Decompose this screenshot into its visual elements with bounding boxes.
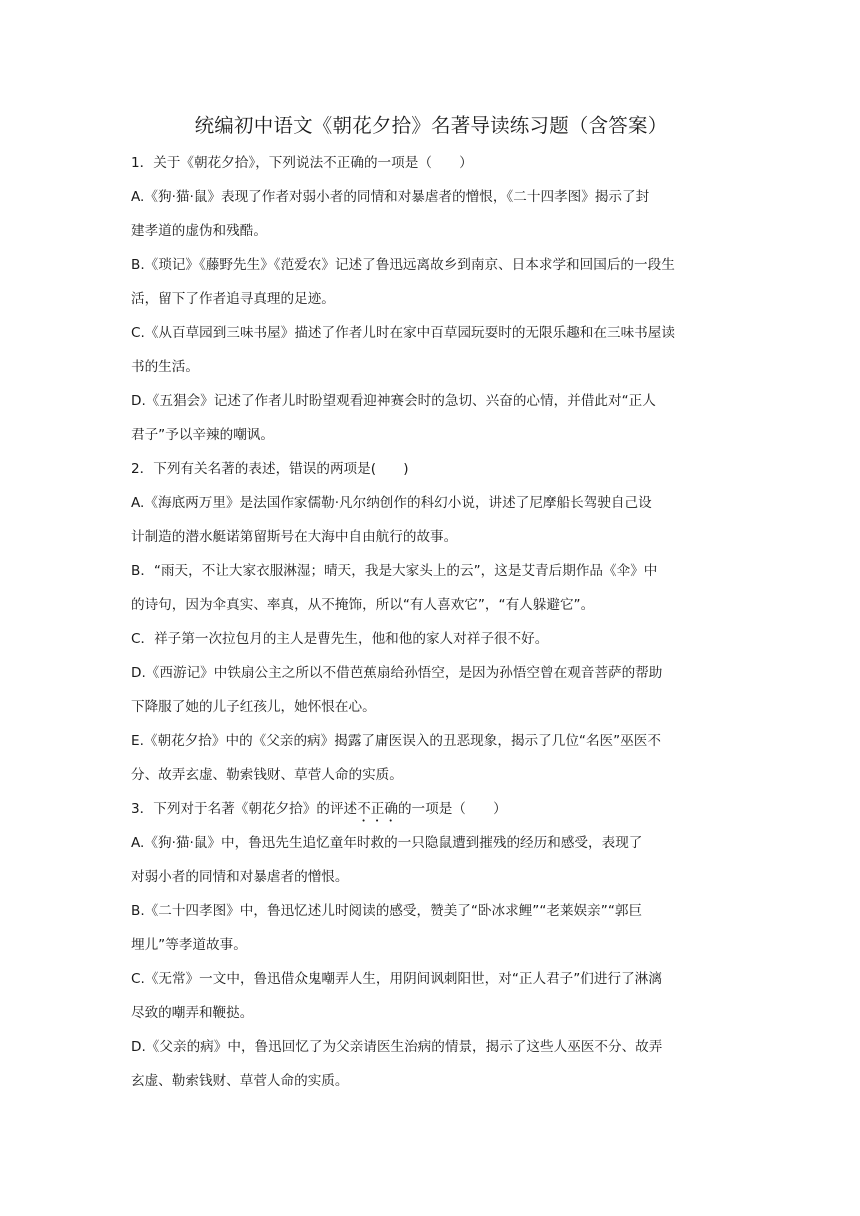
question-3-emphasis-not-correct: 不正确 (357, 801, 398, 817)
question-3-stem-start: 3．下列对于名著《朝花夕拾》的评述 (131, 801, 358, 817)
question-1-stem: 1．关于《朝花夕拾》，下列说法不正确的一项是（ ） (131, 155, 473, 171)
question-1-option-a: A.《狗·猫·鼠》表现了作者对弱小者的同情和对暴虐者的憎恨，《二十四孝图》揭示了封 (131, 189, 650, 205)
question-1-option-b: B.《琐记》《藤野先生》《范爱农》记述了鲁迅远离故乡到南京、日本求学和回国后的一段生 (131, 257, 675, 273)
question-2-option-c: C．祥子第一次拉包月的主人是曹先生，他和他的家人对祥子很不好。 (131, 631, 549, 647)
question-1-option-c: C.《从百草园到三味书屋》描述了作者儿时在家中百草园玩耍时的无限乐趣和在三味书屋读 (131, 325, 675, 341)
question-2-option-a: A.《海底两万里》是法国作家儒勒·凡尔纳创作的科幻小说，讲述了尼摩船长驾驶自己设 (131, 495, 652, 511)
question-1 (131, 146, 731, 452)
question-2-option-a-cont: 计制造的潜水艇诺第留斯号在大海中自由航行的故事。 (131, 529, 458, 545)
question-3-option-d: D.《父亲的病》中，鲁迅回忆了为父亲请医生治病的情景，揭示了这些人巫医不分、故弄 (131, 1039, 663, 1055)
question-2-option-e-cont: 分、故弄玄虚、勒索钱财、草菅人命的实质。 (131, 767, 403, 783)
question-3-stem-end: 的一项是（ ） (397, 801, 507, 817)
question-1-option-a-cont: 建孝道的虚伪和残酷。 (131, 223, 267, 239)
question-3-option-a: A.《狗·猫·鼠》中，鲁迅先生追忆童年时救的一只隐鼠遭到摧残的经历和感受，表现了 (131, 835, 643, 851)
worksheet-page (131, 110, 731, 1098)
question-1-option-d: D.《五猖会》记述了作者儿时盼望观看迎神赛会时的急切、兴奋的心情，并借此对“正人 (131, 393, 656, 409)
question-2-option-b-cont: 的诗句，因为伞真实、率真，从不掩饰，所以“有人喜欢它”，“有人躲避它”。 (131, 597, 595, 613)
question-1-option-d-cont: 君子”予以辛辣的嘲讽。 (131, 427, 274, 443)
question-2-option-d: D.《西游记》中铁扇公主之所以不借芭蕉扇给孙悟空，是因为孙悟空曾在观音菩萨的帮助 (131, 665, 663, 681)
question-2 (131, 452, 731, 792)
question-2-stem: 2．下列有关名著的表述，错误的两项是( ) (131, 461, 409, 477)
question-2-option-b: B．“雨天，不让大家衣服淋湿；晴天，我是大家头上的云”，这是艾青后期作品《伞》中 (131, 563, 658, 579)
question-3-option-b: B.《二十四孝图》中，鲁迅忆述儿时阅读的感受，赞美了“卧冰求鲤”“老莱娱亲”“郭巨 (131, 903, 643, 919)
question-1-option-b-cont: 活，留下了作者追寻真理的足迹。 (131, 291, 335, 307)
question-3-option-a-cont: 对弱小者的同情和对暴虐者的憎恨。 (131, 869, 349, 885)
question-1-option-c-cont: 书的生活。 (131, 359, 199, 375)
page-title: 统编初中语文《朝花夕拾》名著导读练习题（含答案） (194, 114, 668, 137)
question-2-option-d-cont: 下降服了她的儿子红孩儿，她怀恨在心。 (131, 699, 376, 715)
question-3-option-c: C.《无常》一文中，鲁迅借众鬼嘲弄人生，用阴间讽刺阳世，对“正人君子”们进行了淋漓 (131, 971, 662, 987)
question-2-option-e: E.《朝花夕拾》中的《父亲的病》揭露了庸医误入的丑恶现象，揭示了几位“名医”巫医不 (131, 733, 661, 749)
question-3 (131, 792, 731, 1098)
question-3-option-c-cont: 尽致的嘲弄和鞭挞。 (131, 1005, 254, 1021)
question-3-option-b-cont: 埋儿”等孝道故事。 (131, 937, 247, 953)
question-3-option-d-cont: 玄虚、勒索钱财、草菅人命的实质。 (131, 1073, 349, 1089)
question-3-stem (131, 792, 731, 826)
